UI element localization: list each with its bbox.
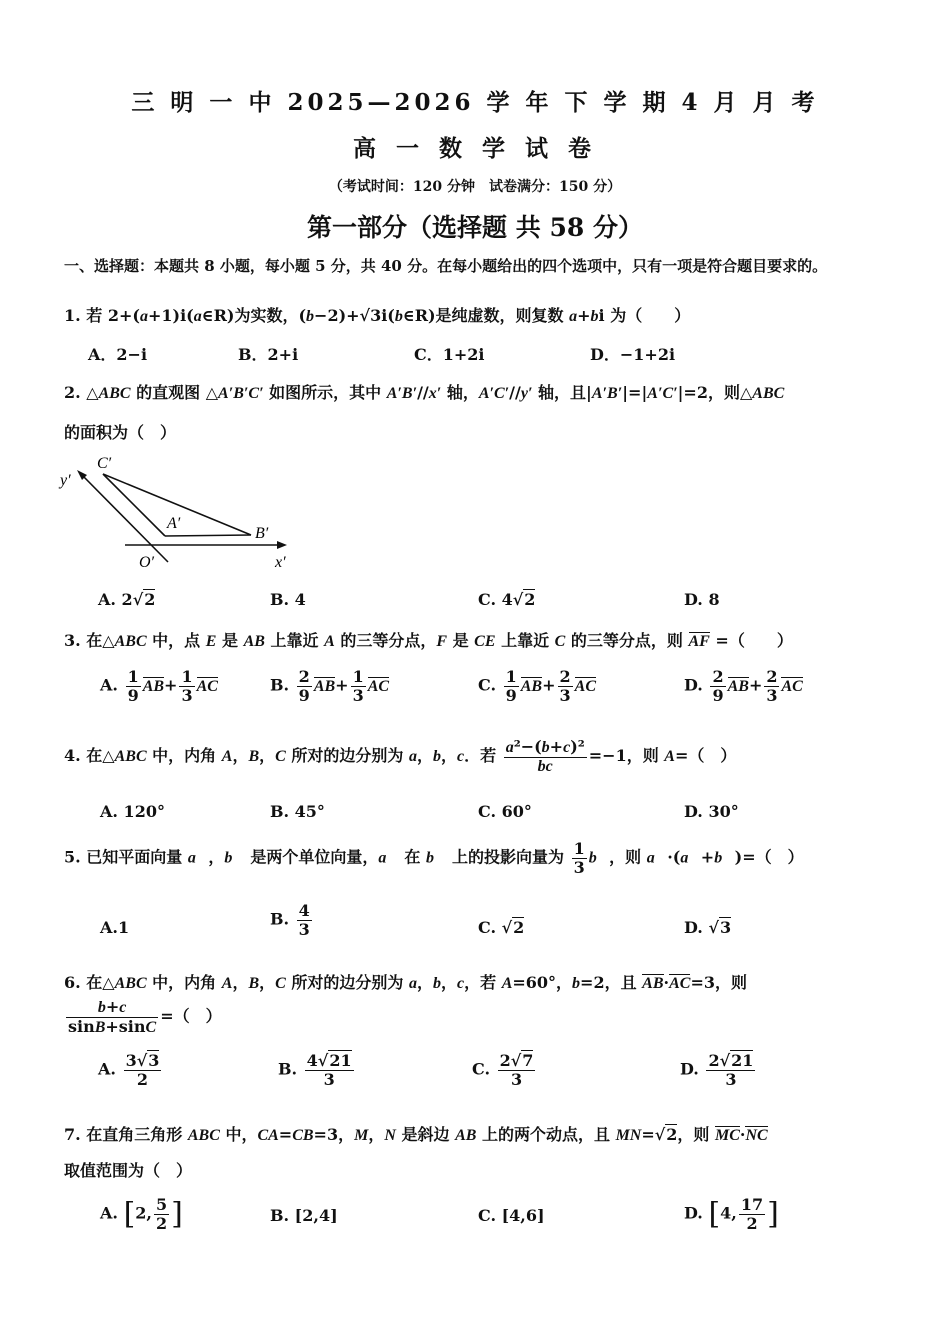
option-d[interactable]: D. √3 <box>684 918 732 937</box>
option-c[interactable]: C. [4,6] <box>478 1206 545 1225</box>
question-4-stem: 4. 在△ABC 中，内角 A，B，C 所对的边分别为 a，b，c．若 $\frac{\text{a²−(b+c)²}}{bc}$ =−1，则 A=（ ） <box>64 737 737 775</box>
label-c: C′ <box>97 455 112 472</box>
option-c[interactable]: C. 4√2 <box>478 590 536 609</box>
question-1-stem: 1. 若 2+(a+1)i(a∈R)为实数，(b−2)+√3i(b∈R)是纯虚数，则复数 a+bi 为（ ） <box>64 306 691 325</box>
option-d[interactable]: D. [4, $\frac{17}{2}$ ] <box>684 1195 779 1233</box>
question-number: 1. <box>64 306 81 325</box>
label-y: y′ <box>60 472 71 489</box>
question-5-stem: 5. 已知平面向量 a⃗，b⃗ 是两个单位向量，a⃗ 在 b⃗ 上的投影向量为 $\frac{1}{3}$ b⃗，则 a⃗·(a⃗+b⃗)=（ ） <box>64 839 804 877</box>
question-2-stem: 2. △ABC 的直观图 △A′B′C′ 如图所示，其中 A′B′//x′ 轴，A′C′//y′ 轴，且|A′B′|=|A′C′|=2，则△ABC <box>64 383 785 402</box>
option-d[interactable]: D. 30° <box>684 802 739 821</box>
option-b[interactable]: B. 4 <box>270 590 306 609</box>
option-a[interactable]: A. 120° <box>100 802 165 821</box>
option-c[interactable]: C. $\frac{1}{9}$ AB+ $\frac{2}{3}$ AC <box>478 667 596 705</box>
option-b[interactable]: B. $\frac{2}{9}$ AB+ $\frac{1}{3}$ AC <box>270 667 390 705</box>
exam-subtitle: 高 一 数 学 试 卷 <box>352 135 598 162</box>
section-instructions: 一、选择题：本题共 8 小题，每小题 5 分，共 40 分。在每小题给出的四个选项中，只有一项是符合题目要求的。 <box>64 257 828 275</box>
option-b[interactable]: B. $\frac{4}{3}$ <box>270 901 310 939</box>
y-axis <box>82 475 168 562</box>
exam-info: （考试时间：120 分钟 试卷满分：150 分） <box>328 179 622 195</box>
question-6-stem-line2: $\frac{b+c}{\sin B+\sin C}$ =（ ） <box>68 997 222 1036</box>
exam-title: 三 明 一 中 2025—2026 学 年 下 学 期 4 月 月 考 <box>131 89 819 116</box>
option-d[interactable]: D. $\frac{2√21}{3}$ <box>680 1051 754 1089</box>
question-7-stem-line2: 取值范围为（ ） <box>64 1161 193 1180</box>
option-a[interactable]: A. $\frac{1}{9}$ AB+ $\frac{1}{3}$ AC <box>100 667 218 705</box>
option-b[interactable]: B. 45° <box>270 802 325 821</box>
oblique-diagram <box>55 450 305 575</box>
question-3-stem: 3. 在△ABC 中，点 E 是 AB 上靠近 A 的三等分点，F 是 CE 上靠近 C 的三等分点，则 AF =（ ） <box>64 631 793 650</box>
x-axis-arrow <box>277 541 287 549</box>
option-a[interactable]: A. [2, $\frac{5}{2}$ ] <box>100 1195 183 1233</box>
segment-a-b <box>165 535 251 536</box>
question-number: 7. <box>64 1125 81 1144</box>
label-a: A′ <box>167 515 181 532</box>
option-c[interactable]: C. 60° <box>478 802 532 821</box>
question-6-stem: 6. 在△ABC 中，内角 A，B，C 所对的边分别为 a，b，c，若 A=60°，b=2，且 AB·AC=3，则 <box>64 973 747 992</box>
option-c[interactable]: C. √2 <box>478 918 525 937</box>
label-x: x′ <box>275 554 286 571</box>
question-number: 5. <box>64 847 81 867</box>
question-7-stem: 7. 在直角三角形 ABC 中，CA=CB=3，M，N 是斜边 AB 上的两个动点，且 MN=√2，则 MC·NC <box>64 1125 768 1144</box>
option-a[interactable]: A. $\frac{3√3}{2}$ <box>98 1051 160 1089</box>
option-a[interactable]: A．2−i <box>88 345 148 364</box>
option-b[interactable]: B．2+i <box>238 345 299 364</box>
option-a[interactable]: A. 2√2 <box>98 590 156 609</box>
label-b: B′ <box>255 525 269 542</box>
question-number: 4. <box>64 746 81 766</box>
option-d[interactable]: D. $\frac{2}{9}$ AB+ $\frac{2}{3}$ AC <box>684 667 803 705</box>
question-number: 6. <box>64 973 81 992</box>
question-number: 2. <box>64 383 81 402</box>
label-o: O′ <box>139 554 155 571</box>
option-d[interactable]: D．−1+2i <box>590 345 676 364</box>
option-d[interactable]: D. 8 <box>684 590 720 609</box>
question-number: 3. <box>64 631 81 650</box>
option-b[interactable]: B. [2,4] <box>270 1206 338 1225</box>
option-c[interactable]: C. $\frac{2√7}{3}$ <box>472 1051 534 1089</box>
option-a[interactable]: A.1 <box>100 918 130 937</box>
option-c[interactable]: C．1+2i <box>414 345 485 364</box>
option-b[interactable]: B. $\frac{4√21}{3}$ <box>278 1051 352 1089</box>
question-2-stem-line2: 的面积为（ ） <box>64 423 177 442</box>
part-title: 第一部分（选择题 共 58 分） <box>307 213 643 242</box>
